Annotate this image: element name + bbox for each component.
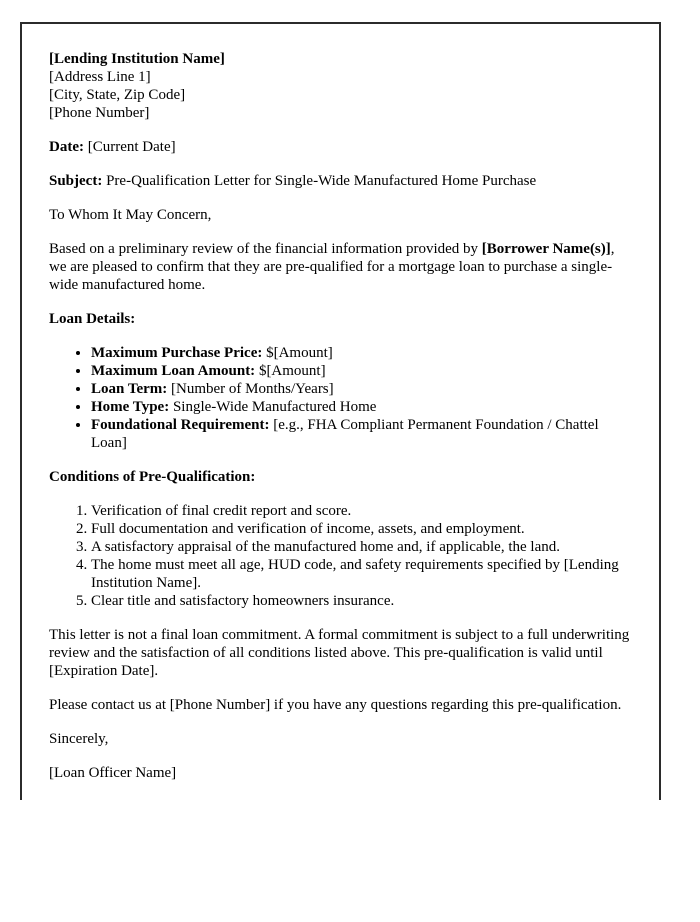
date-label: Date: — [49, 139, 84, 155]
contact-paragraph: Please contact us at [Phone Number] if you have any questions regarding this pre-qualification. — [49, 697, 622, 713]
conditions-heading: Conditions of Pre-Qualification: — [49, 469, 256, 485]
conditions-list — [49, 502, 632, 610]
loan-detail-item: • Maximum Loan Amount: $[Amount] — [91, 362, 632, 380]
loan-detail-item: • Maximum Purchase Price: $[Amount] — [91, 344, 632, 362]
condition-item: 2. Full documentation and verification of income, assets, and employment. — [91, 520, 632, 538]
sender-phone: [Phone Number] — [49, 105, 150, 121]
loan-details-heading: Loan Details: — [49, 311, 136, 327]
signature-name: [Loan Officer Name] — [49, 765, 177, 781]
disclaimer-paragraph: This letter is not a final loan commitment. A formal commitment is subject to a full underwriting review and the satisfaction of all conditions listed above. This pre-qualification is valid until [Expiration Date]. — [49, 627, 630, 679]
loan-detail-item: • Loan Term: [Number of Months/Years] — [91, 380, 632, 398]
subject-value: Pre-Qualification Letter for Single-Wide Manufactured Home Purchase — [106, 173, 537, 189]
intro-paragraph — [49, 240, 632, 294]
closing: Sincerely, — [49, 731, 109, 747]
subject-label: Subject: — [49, 173, 103, 189]
salutation: To Whom It May Concern, — [49, 207, 212, 223]
date-value: [Current Date] — [87, 139, 176, 155]
intro-text-before: Based on a preliminary review of the financial information provided by — [49, 241, 482, 257]
condition-item: 4. The home must meet all age, HUD code, and safety requirements specified by [Lending Institution Name]. — [91, 556, 632, 592]
loan-detail-item: • Home Type: Single-Wide Manufactured Home — [91, 398, 632, 416]
intro-borrower-name: [Borrower Name(s)] — [481, 241, 611, 257]
sender-block — [49, 50, 632, 122]
condition-item: 3. A satisfactory appraisal of the manufactured home and, if applicable, the land. — [91, 538, 632, 556]
condition-item: 1. Verification of final credit report and score. — [91, 502, 632, 520]
sender-name: [Lending Institution Name] — [49, 51, 225, 67]
date-line — [49, 138, 632, 156]
subject-line — [49, 172, 632, 190]
sender-address-line1: [Address Line 1] — [49, 69, 151, 85]
sender-city-state-zip: [City, State, Zip Code] — [49, 87, 186, 103]
letter-document — [20, 22, 661, 800]
loan-details-list — [49, 344, 632, 452]
condition-item: 5. Clear title and satisfactory homeowners insurance. — [91, 592, 632, 610]
loan-detail-item: • Foundational Requirement: [e.g., FHA Compliant Permanent Foundation / Chattel Loan] — [91, 416, 632, 452]
intro-text-after: , we are pleased to confirm that they are pre-qualified for a mortgage loan to purchase a single-wide manufactured home. — [49, 241, 615, 293]
